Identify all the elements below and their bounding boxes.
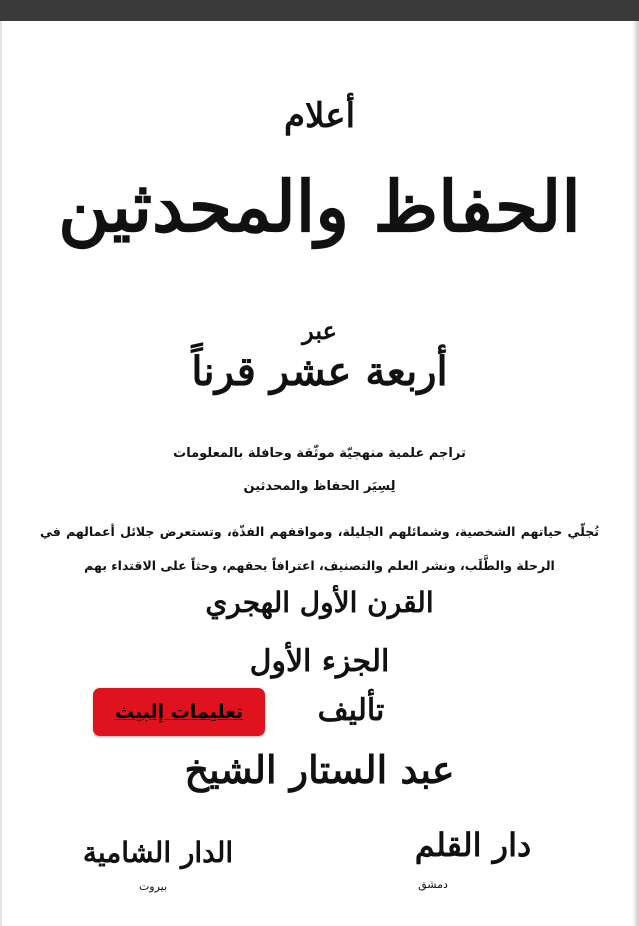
publisher-dar-al-qalam-city: دمشق [418,878,448,891]
description-paragraph: تُجلّي حياتهم الشخصية، وشمائلهم الجليلة، ومواقفهم الفذّة، وتستعرض جلائل أعمالهم في الرحلة والطَّلَب، ونشر العلم والتصنيف، اعترافاً بحقهم، وحثاً على الاقتداء بهم [40,524,599,573]
publisher-al-dar-al-shamiya-city: بيروت [138,880,168,893]
author-name: عبد الستار الشيخ [184,747,455,792]
over-label: عبر [302,316,337,345]
publisher-dar-al-qalam: دار القلم [414,826,532,864]
description-line-1: تراجم علمية منهجيّة موثّقة وحافلة بالمعلومات [173,446,466,461]
badge-text: تعليمات إلبيث [114,701,244,723]
red-label-badge [93,688,265,736]
publisher-al-dar-al-shamiya: الدار الشامية [82,836,234,869]
main-title: الحفاظ والمحدثين [58,165,581,248]
description-line-2: لِسِيَر الحفاظ والمحدثين [243,479,396,494]
part-heading: الجزء الأول [249,644,390,679]
top-dark-bar [0,0,639,21]
span-title: أربعة عشر قرناً [191,348,448,395]
pre-title: أعلام [283,96,356,136]
century-heading: القرن الأول الهجري [205,586,434,619]
author-label: تأليف [317,693,385,728]
